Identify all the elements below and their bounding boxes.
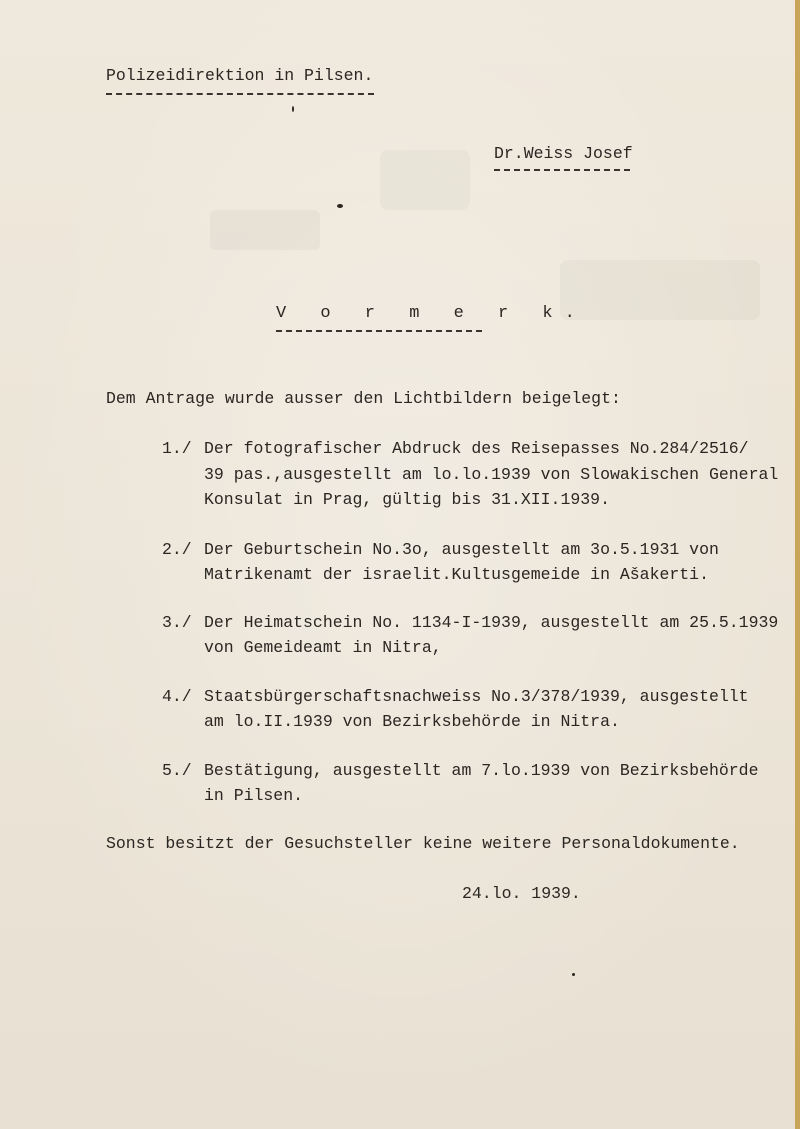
ink-speck — [292, 106, 294, 112]
document-title: V o r m e r k. — [276, 304, 587, 323]
item-line: Staatsbürgerschaftsnachweiss No.3/378/1939, ausgestellt — [204, 687, 749, 706]
item-line: 39 pas.,ausgestellt am lo.lo.1939 von Slowakischen General — [204, 465, 779, 484]
bleed-through-mark — [210, 210, 320, 250]
item-line: Matrikenamt der israelit.Kultusgemeide in Ašakerti. — [204, 565, 709, 584]
item-line: Bestätigung, ausgestellt am 7.lo.1939 von Bezirksbehörde — [204, 761, 759, 780]
ink-speck — [572, 973, 575, 976]
paper-edge — [795, 0, 800, 1129]
item-number: 4./ — [162, 687, 192, 706]
bleed-through-mark — [560, 260, 760, 320]
ink-speck — [337, 204, 343, 208]
item-number: 1./ — [162, 439, 192, 458]
person-name: Dr.Weiss Josef — [494, 144, 633, 163]
item-number: 3./ — [162, 613, 192, 632]
item-line: in Pilsen. — [204, 786, 304, 805]
authority-underline — [106, 93, 374, 95]
title-underline — [276, 330, 482, 332]
intro-text: Dem Antrage wurde ausser den Lichtbildern beigelegt: — [106, 389, 621, 408]
item-line: am lo.II.1939 von Bezirksbehörde in Nitra. — [204, 712, 620, 731]
item-number: 5./ — [162, 761, 192, 780]
item-line: Der Heimatschein No. 1134-I-1939, ausgestellt am 25.5.1939 — [204, 613, 779, 632]
item-number: 2./ — [162, 540, 192, 559]
item-line: Konsulat in Prag, gültig bis 31.XII.1939. — [204, 490, 610, 509]
bleed-through-mark — [380, 150, 470, 210]
closing-text: Sonst besitzt der Gesuchsteller keine weitere Personaldokumente. — [106, 834, 740, 853]
person-underline — [494, 169, 630, 171]
item-line: Der Geburtschein No.3o, ausgestellt am 3o.5.1931 von — [204, 540, 719, 559]
document-date: 24.lo. 1939. — [462, 884, 581, 903]
authority-heading: Polizeidirektion in Pilsen. — [106, 66, 374, 85]
item-line: von Gemeideamt in Nitra, — [204, 638, 442, 657]
item-line: Der fotografischer Abdruck des Reisepasses No.284/2516/ — [204, 439, 749, 458]
